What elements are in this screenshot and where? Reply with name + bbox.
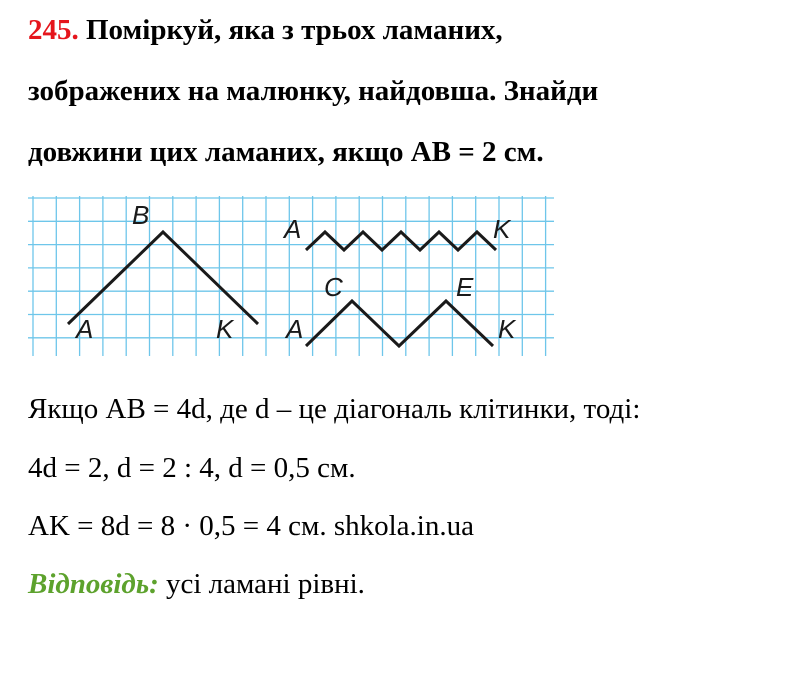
- label-bottom-E: E: [456, 272, 474, 302]
- polylines-figure: [28, 192, 558, 364]
- task-line-2: зображених на малюнку, найдовша. Знайди: [28, 75, 599, 107]
- label-left-K: K: [216, 314, 234, 344]
- polyline-left: [68, 232, 258, 324]
- task-number: 245.: [28, 14, 79, 46]
- label-left-A: A: [76, 314, 94, 344]
- label-top-A: A: [284, 214, 302, 244]
- answer-label: Відповідь:: [28, 568, 159, 600]
- polyline-bottom: [306, 301, 493, 346]
- solution-line-2: 4d = 2, d = 2 : 4, d = 0,5 см.: [28, 452, 356, 484]
- answer-line: [28, 568, 365, 601]
- solution-line-3: AK = 8d = 8 · 0,5 = 4 см. shkola.in.ua: [28, 510, 474, 542]
- label-left-B: B: [132, 200, 150, 230]
- answer-text: усі ламані рівні.: [158, 568, 365, 600]
- polyline-top-zigzag: [306, 232, 496, 250]
- solution-line-1: Якщо AB = 4d, де d – це діагональ клітинки, тоді:: [28, 393, 641, 425]
- label-bottom-A: A: [286, 314, 304, 344]
- task-text-1: Поміркуй, яка з трьох ламаних,: [86, 14, 503, 46]
- task-line-1: [28, 14, 503, 47]
- label-bottom-C: C: [324, 272, 343, 302]
- label-top-K: K: [493, 214, 511, 244]
- label-bottom-K: K: [498, 314, 516, 344]
- task-line-3: довжини цих ламаних, якщо АВ = 2 см.: [28, 136, 544, 168]
